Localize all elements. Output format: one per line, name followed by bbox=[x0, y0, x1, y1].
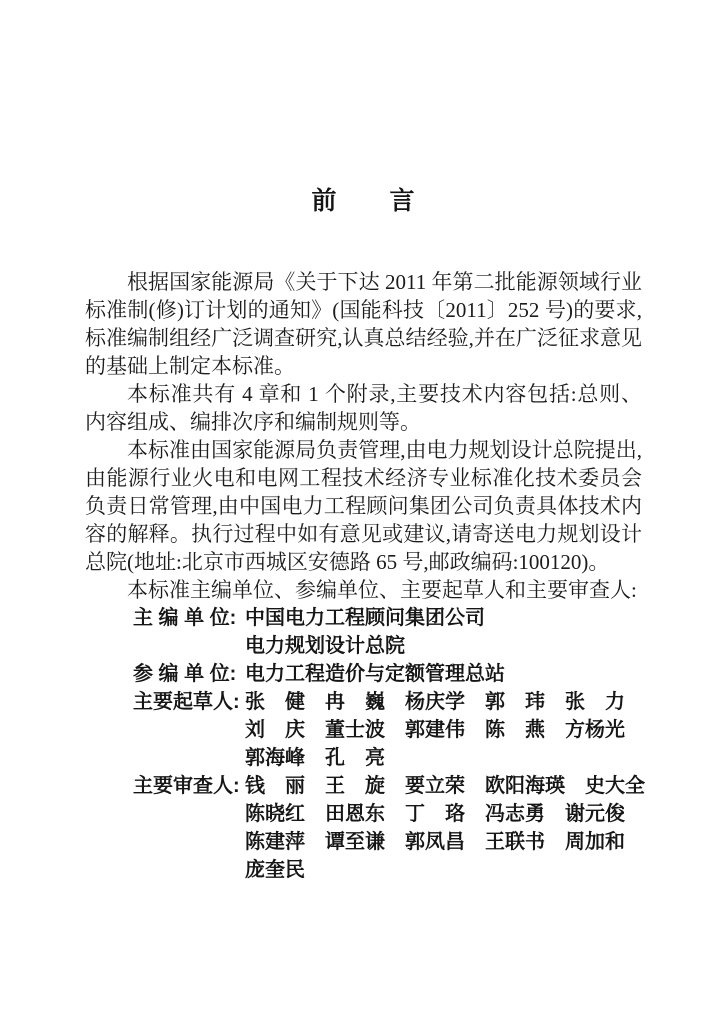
reviewers-row-cont bbox=[85, 828, 642, 856]
body-text bbox=[85, 268, 642, 604]
reviewers-row bbox=[85, 772, 645, 800]
drafters-line: 张 健 冉 巍 杨庆学 郭 玮 张 力 bbox=[245, 691, 625, 713]
drafters-line: 郭海峰 孔 亮 bbox=[245, 747, 385, 769]
paragraph-management: 本标准由国家能源局负责管理,由电力规划设计总院提出,由能源行业火电和电网工程技术经济专业标准化技术委员会负责日常管理,由中国电力工程顾问集团公司负责具体技术内容的解释。执行过程中如有意见或建议,请寄送电力规划设计总院(地址:北京市西城区安德路 65 号,邮政编码:100120)。 bbox=[85, 438, 642, 574]
page-title: 前 言 bbox=[311, 187, 416, 215]
drafters-label: 主要起草人: bbox=[133, 691, 240, 713]
chief-editor-label: 主 编 单 位: bbox=[133, 607, 237, 629]
co-editor-label: 参 编 单 位: bbox=[133, 663, 237, 685]
drafters-row bbox=[85, 688, 642, 716]
chief-editor-line: 中国电力工程顾问集团公司 bbox=[245, 607, 485, 629]
chief-editor-row-cont bbox=[85, 632, 642, 660]
chief-editor-line: 电力规划设计总院 bbox=[245, 635, 405, 657]
chief-editor-row bbox=[85, 604, 642, 632]
paragraph-contents: 本标准共有 4 章和 1 个附录,主要技术内容包括:总则、内容组成、编排次序和编制规则等。 bbox=[85, 382, 642, 434]
reviewers-line: 陈建萍 谭至谦 郭凤昌 王联书 周加和 bbox=[245, 831, 625, 853]
drafters-row-cont bbox=[85, 744, 642, 772]
drafters-row-cont bbox=[85, 716, 642, 744]
reviewers-line: 庞奎民 bbox=[245, 859, 305, 881]
paragraph-basis: 根据国家能源局《关于下达 2011 年第二批能源领域行业标准制(修)订计划的通知》(国能科技〔2011〕252 号)的要求,标准编制组经广泛调查研究,认真总结经验,并在广泛征求意见的基础上制定本标准。 bbox=[85, 270, 642, 378]
reviewers-line: 钱 丽 王 旋 要立荣 欧阳海瑛 史大全 bbox=[245, 775, 645, 797]
co-editor-row bbox=[85, 660, 642, 688]
drafters-line: 刘 庆 董士波 郭建伟 陈 燕 方杨光 bbox=[245, 719, 625, 741]
paragraph-credits-intro: 本标准主编单位、参编单位、主要起草人和主要审查人: bbox=[127, 578, 637, 602]
credits-section bbox=[85, 604, 645, 884]
reviewers-row-cont bbox=[85, 800, 642, 828]
reviewers-label: 主要审查人: bbox=[133, 775, 240, 797]
reviewers-line: 陈晓红 田恩东 丁 珞 冯志勇 谢元俊 bbox=[245, 803, 625, 825]
reviewers-row-cont bbox=[85, 856, 642, 884]
co-editor-line: 电力工程造价与定额管理总站 bbox=[245, 663, 505, 685]
